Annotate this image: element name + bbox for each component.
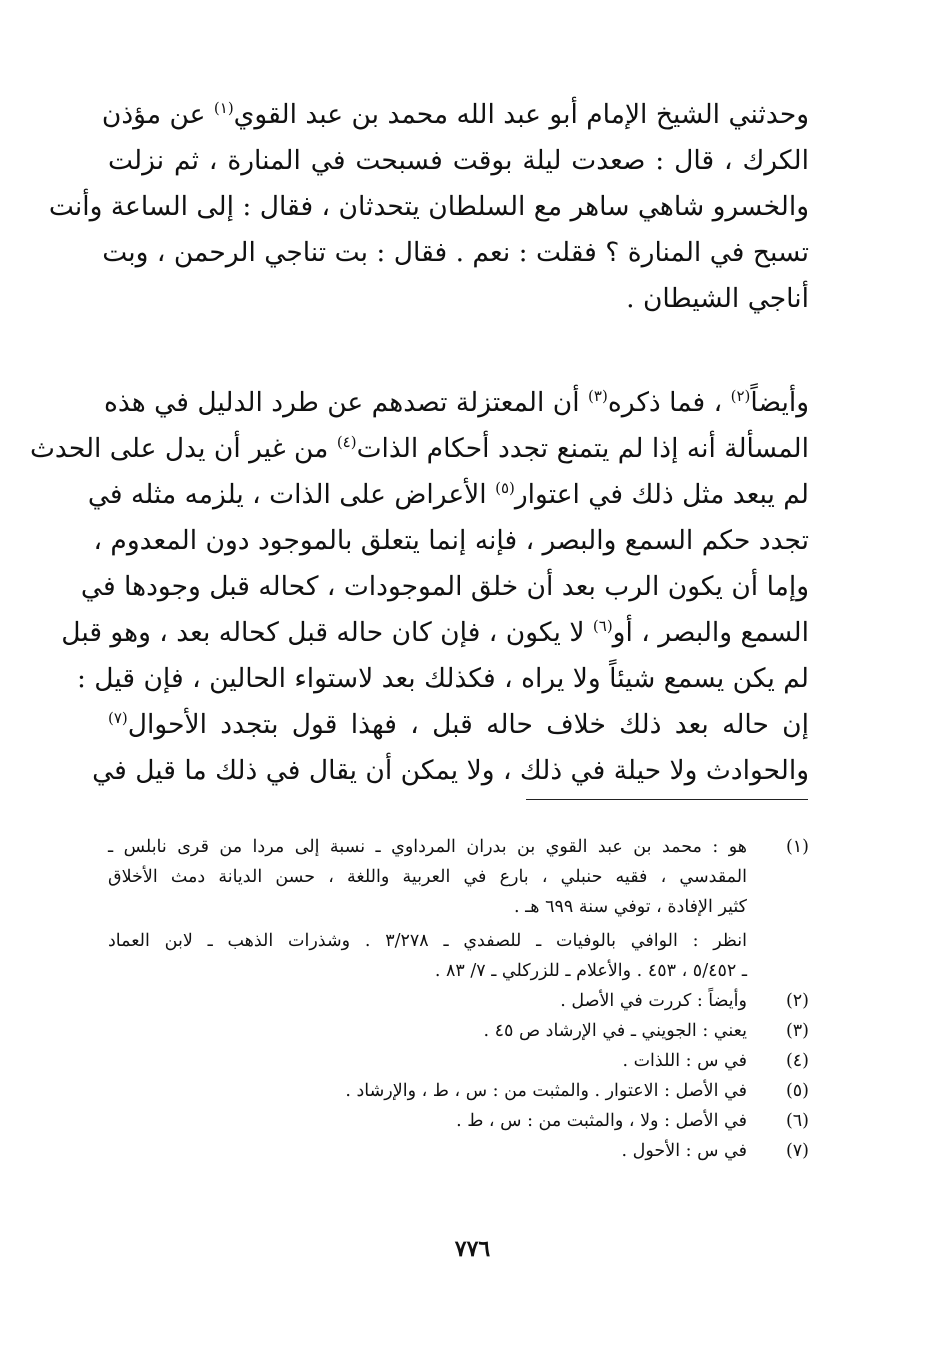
footnote-4 xyxy=(108,1046,809,1076)
footnote-line: كثير الإفادة ، توفي سنة ٦٩٩ هـ . xyxy=(514,897,747,917)
text-line: وإما أن يكون الرب بعد أن خلق الموجودات ، كحاله قبل وجودها في xyxy=(80,571,809,602)
text-line: والحوادث ولا حيلة في ذلك ، ولا يمكن أن يقال في ذلك ما قيل في xyxy=(92,755,809,786)
footnote-line: في س : اللذات . xyxy=(622,1051,747,1071)
footnote-number: (٢) xyxy=(785,991,809,1011)
text-line: الكرك ، قال : صعدت ليلة بوقت فسبحت في المنارة ، ثم نزلت xyxy=(108,145,809,176)
text-line: تجدد حكم السمع والبصر ، فإنه إنما يتعلق بالموجود دون المعدوم ، xyxy=(93,525,809,556)
footnotes xyxy=(108,832,809,1166)
text-line: إن حاله بعد ذلك خلاف حاله قبل ، فهذا قول بتجدد الأحوال$^{(٧)}$ xyxy=(108,709,809,740)
footnote-2 xyxy=(108,986,809,1016)
footnote-line: وأيضاً : كررت في الأصل . xyxy=(560,991,747,1011)
text-line: وحدثني الشيخ الإمام أبو عبد الله محمد بن عبد القوي$^{(١)}$ عن مؤذن xyxy=(101,99,809,130)
footnote-line: في الأصل : ولا ، والمثبت من : س ، ط . xyxy=(456,1111,747,1131)
text-line: والخسرو شاهي ساهر مع السلطان يتحدثان ، فقال : إلى الساعة وأنت xyxy=(48,191,809,222)
footnote-number: (٦) xyxy=(785,1111,809,1131)
footnote-line: المقدسي ، فقيه حنبلي ، بارع في العربية واللغة ، حسن الديانة دمث الأخلاق xyxy=(108,867,747,887)
footnote-number: (٣) xyxy=(785,1021,809,1041)
footnote-line: هو : محمد بن عبد القوي بن بدران المرداوي ـ نسبة إلى مردا من قرى نابلس ـ xyxy=(108,837,747,857)
footnote-line: ـ ٥/٤٥٢ ، ٤٥٣ . والأعلام ـ للزركلي ـ ٧/ ٨٣ . xyxy=(434,961,747,981)
footnote-ref: (٧) xyxy=(108,709,128,727)
text-line: السمع والبصر ، أو$^{(٦)}$ لا يكون ، فإن كان حاله قبل كحاله بعد ، وهو قبل xyxy=(61,617,809,648)
page-number: ٧٧٦ xyxy=(454,1236,491,1262)
footnote-3 xyxy=(108,1016,809,1046)
text-line: لم يكن يسمع شيئاً ولا يراه ، فكذلك بعد لاستواء الحالين ، فإن قيل : xyxy=(76,663,809,694)
text-line: المسألة أنه إذا لم يتمنع تجدد أحكام الذات$^{(٤)}$ من غير أن يدل على الحدث xyxy=(29,433,809,464)
footnote-ref: (٤) xyxy=(336,433,357,451)
text-line: أناجي الشيطان . xyxy=(626,283,809,314)
footnote-7 xyxy=(108,1136,809,1166)
footnote-ref: (٦) xyxy=(592,617,613,635)
paragraph-2 xyxy=(29,380,809,794)
footnote-ref: (٥) xyxy=(495,479,515,497)
footnote-5 xyxy=(108,1076,809,1106)
footnote-line: يعني : الجويني ـ في الإرشاد ص ٤٥ . xyxy=(483,1021,747,1041)
footnote-ref: (١) xyxy=(213,99,234,117)
footnote-number: (٤) xyxy=(785,1051,809,1071)
footnote-number: (٧) xyxy=(785,1141,809,1161)
text-line: لم يبعد مثل ذلك في اعتوار$^{(٥)}$ الأعراض على الذات ، يلزمه مثله في xyxy=(87,479,809,510)
footnote-line: انظر : الوافي بالوفيات ـ للصفدي ـ ٣/٢٧٨ . وشذرات الذهب ـ لابن العماد xyxy=(108,931,748,951)
footnote-line: في الأصل : الاعتوار . والمثبت من : س ، ط ، والإرشاد . xyxy=(345,1081,747,1101)
footnote-ref: (٢) xyxy=(730,387,751,405)
footnote-6 xyxy=(108,1106,809,1136)
footnote-number: (١) xyxy=(785,837,809,857)
text-line: وأيضاً$^{(٢)}$ ، فما ذكره$^{(٣)}$ أن المعتزلة تصدهم عن طرد الدليل في هذه xyxy=(103,387,809,418)
footnote-1 xyxy=(108,832,809,986)
footnote-line: في س : الأحول . xyxy=(621,1141,747,1161)
paragraph-1 xyxy=(48,92,809,322)
text-line: تسبح في المنارة ؟ فقلت : نعم . فقال : بت تناجي الرحمن ، وبت xyxy=(102,237,809,268)
footnote-ref: (٣) xyxy=(588,387,608,405)
footnote-number: (٥) xyxy=(785,1081,809,1101)
footnote-separator xyxy=(526,799,808,800)
